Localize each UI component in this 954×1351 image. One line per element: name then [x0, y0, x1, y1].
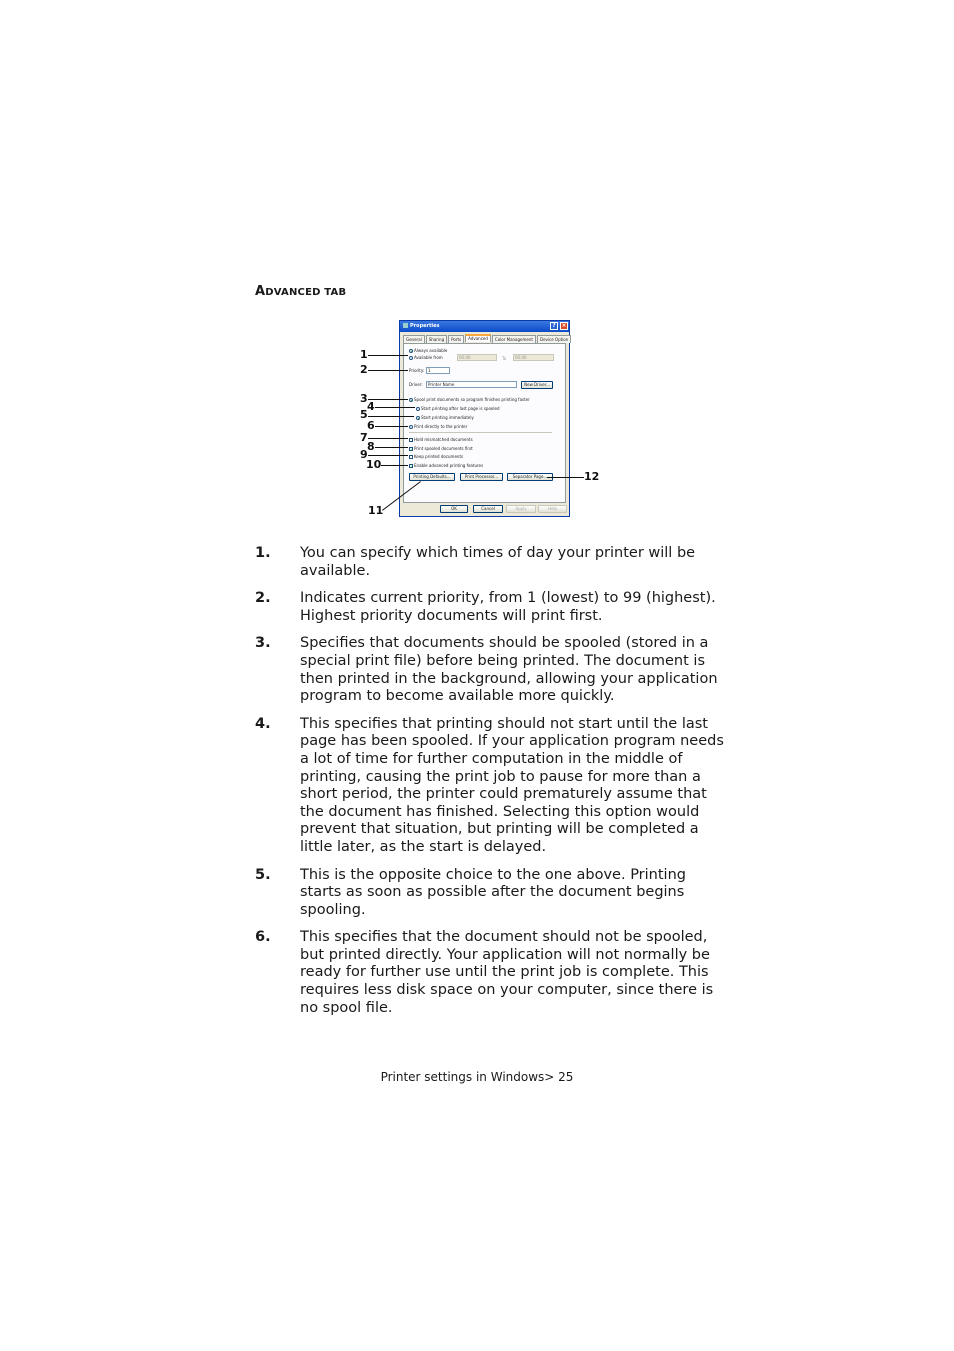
- keep-printed-option[interactable]: Keep printed documents: [409, 454, 463, 459]
- tab-advanced[interactable]: Advanced: [465, 334, 491, 342]
- to-label: To: [502, 356, 507, 361]
- checkbox-checked-icon: ✓: [410, 447, 414, 452]
- callout-1: 1: [360, 348, 368, 361]
- tab-bar: [403, 335, 572, 343]
- radio-icon: [409, 349, 413, 353]
- leader-line: [375, 407, 415, 408]
- radio-icon: [416, 416, 420, 420]
- print-processor-button[interactable]: Print Processor...: [460, 473, 503, 481]
- checkbox-checked-icon: ✓: [410, 464, 414, 469]
- leader-line: [368, 455, 408, 456]
- print-directly-option[interactable]: Print directly to the printer: [409, 424, 467, 429]
- leader-line: [368, 370, 408, 371]
- list-item: 3. Specifies that documents should be spooled (stored in a special print file) before being printed. The document is then printed in the background, allowing your application program to become available more quickly.: [255, 635, 718, 705]
- radio-icon: [409, 356, 413, 360]
- separator: [409, 432, 552, 433]
- available-from-option[interactable]: Available from: [409, 355, 443, 360]
- help-title-button[interactable]: ?: [550, 322, 558, 330]
- section-heading: ADVANCED TAB: [255, 284, 347, 299]
- properties-dialog-figure: [354, 320, 604, 520]
- ok-button[interactable]: OK: [440, 505, 468, 513]
- leader-line: [381, 465, 408, 466]
- callout-6: 6: [367, 419, 375, 432]
- tab-general[interactable]: General: [403, 335, 425, 343]
- checkbox-icon: [409, 438, 413, 442]
- checkbox-icon: [409, 455, 413, 459]
- close-button[interactable]: ×: [561, 322, 567, 329]
- priority-label: Priority:: [409, 368, 425, 373]
- advanced-panel: [403, 343, 566, 503]
- start-after-last-option[interactable]: Start printing after last page is spooled: [416, 406, 499, 411]
- hold-mismatched-option[interactable]: Hold mismatched documents: [409, 437, 473, 442]
- dialog-title: Properties: [410, 323, 440, 329]
- leader-line: [368, 355, 408, 356]
- callout-5: 5: [360, 408, 368, 421]
- radio-icon: [409, 398, 413, 402]
- dialog-titlebar: [400, 321, 569, 332]
- tab-ports[interactable]: Ports: [448, 335, 464, 343]
- callout-3: 3: [360, 392, 368, 405]
- callout-9: 9: [360, 448, 368, 461]
- to-time-field[interactable]: 00:00: [513, 354, 554, 361]
- numbered-list: [255, 545, 725, 1027]
- radio-icon: [416, 407, 420, 411]
- help-button[interactable]: Help: [538, 505, 567, 513]
- callout-4: 4: [367, 400, 375, 413]
- print-spooled-first-option[interactable]: ✓Print spooled documents first: [410, 446, 473, 452]
- cancel-button[interactable]: Cancel: [473, 505, 503, 513]
- callout-2: 2: [360, 363, 368, 376]
- callout-12: 12: [584, 470, 600, 483]
- callout-10: 10: [366, 458, 382, 471]
- enable-advanced-option[interactable]: ✓Enable advanced printing features: [410, 463, 484, 469]
- spool-option[interactable]: Spool print documents so program finishes printing faster: [409, 397, 530, 402]
- leader-line: [368, 438, 408, 439]
- priority-stepper[interactable]: 1: [426, 367, 450, 374]
- from-time-field[interactable]: 00:00: [457, 354, 497, 361]
- page-footer: Printer settings in Windows> 25: [380, 1070, 574, 1084]
- callout-8: 8: [367, 440, 375, 453]
- properties-dialog: [399, 320, 570, 517]
- tab-sharing[interactable]: Sharing: [426, 335, 447, 343]
- leader-line: [368, 416, 414, 417]
- driver-select[interactable]: Printer Name: [426, 381, 517, 388]
- list-item: 1. You can specify which times of day your printer will be available.: [255, 545, 696, 579]
- list-item: 6. This specifies that the document should not be spooled, but printed directly. Your application will not normally be ready for further use until the print job is complete. This requires less disk space on your computer, since there is no spool file.: [255, 929, 714, 1016]
- list-item: 2. Indicates current priority, from 1 (lowest) to 99 (highest). Highest priority documents will print first.: [255, 590, 716, 624]
- apply-button[interactable]: Apply: [506, 505, 536, 513]
- separator-page-button[interactable]: Separator Page...: [507, 473, 553, 481]
- new-driver-button[interactable]: New Driver...: [521, 381, 553, 389]
- always-available-option[interactable]: Always available: [409, 348, 447, 353]
- list-item: 4. This specifies that printing should not start until the last page has been spooled. If your application program needs a lot of time for further computation in the middle of printing, causing the print job to pause for more than a short period, the printer could prematurely assume that the document has finished. Selecting this option would prevent that situation, but printing will be completed a little later, as the start is delayed.: [255, 715, 724, 855]
- printing-defaults-button[interactable]: Printing Defaults...: [409, 473, 455, 481]
- tab-color-management[interactable]: Color Management: [492, 335, 536, 343]
- callout-11: 11: [368, 504, 384, 517]
- start-immediately-option[interactable]: Start printing immediately: [416, 415, 474, 420]
- leader-line: [375, 447, 408, 448]
- radio-icon: [409, 425, 413, 429]
- list-item: 5. This is the opposite choice to the one above. Printing starts as soon as possible after the document begins spooling.: [255, 866, 686, 918]
- leader-line: [547, 477, 584, 478]
- driver-label: Driver:: [409, 382, 423, 387]
- printer-icon: [403, 323, 408, 328]
- leader-line: [375, 426, 408, 427]
- callout-7: 7: [360, 431, 368, 444]
- tab-device-option[interactable]: Device Option: [537, 335, 571, 343]
